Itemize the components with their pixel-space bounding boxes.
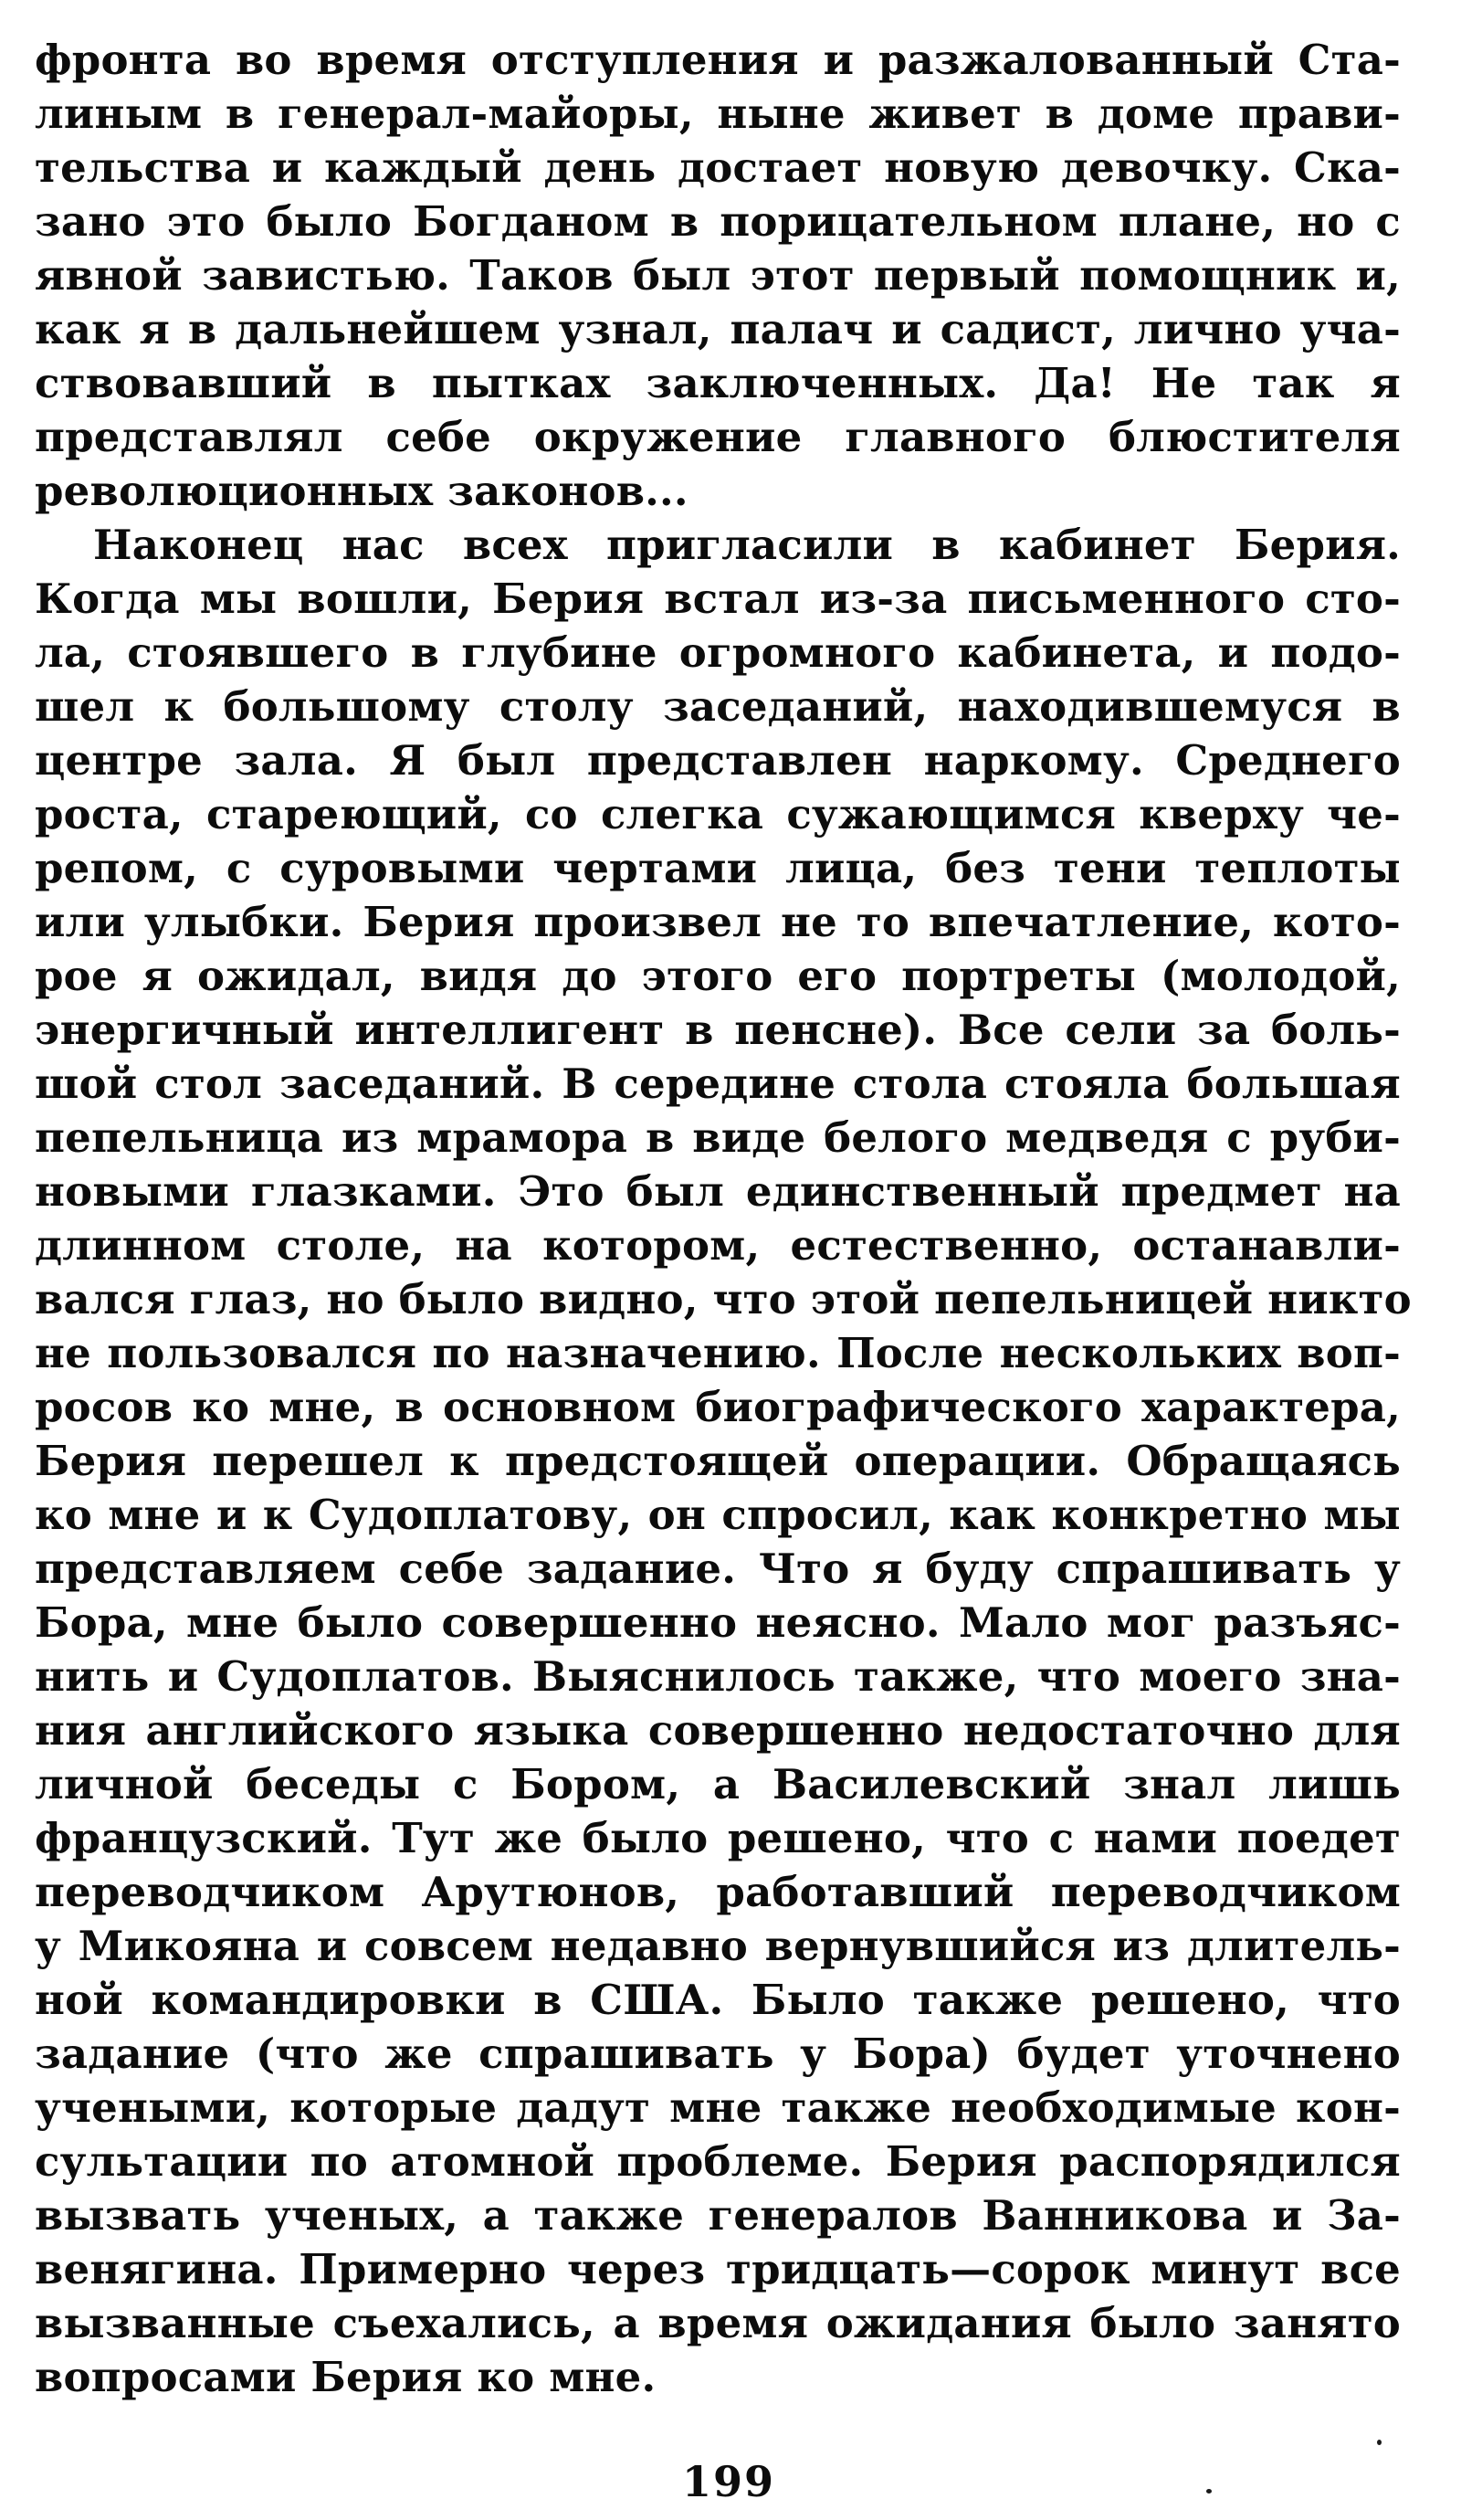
text-line: французский. Тут же было решено, что с нами поедет — [35, 1814, 1401, 1862]
text-line: вызванные съехались, а время ожидания было занято — [35, 2299, 1401, 2347]
text-line: линым в генерал-майоры, ныне живет в доме прави- — [35, 90, 1401, 138]
text-line: нить и Судоплатов. Выяснилось также, что моего зна- — [35, 1652, 1401, 1701]
text-line: ла, стоявшего в глубине огромного кабинета, и подо- — [35, 628, 1401, 677]
scan-speck — [1377, 2440, 1382, 2445]
text-line: шой стол заседаний. В середине стола стояла большая — [35, 1060, 1401, 1108]
text-line: Когда мы вошли, Берия встал из-за письменного сто- — [35, 575, 1401, 623]
text-block — [35, 33, 1412, 2404]
text-line: тельства и каждый день достает новую девочку. Ска- — [35, 143, 1401, 192]
text-line: явной завистью. Таков был этот первый помощник и, — [35, 251, 1401, 300]
page-number: 199 — [681, 2457, 776, 2506]
text-line: рое я ожидал, видя до этого его портреты (молодой, — [35, 952, 1401, 1000]
scan-speck — [1206, 2489, 1212, 2494]
text-line: не пользовался по назначению. После нескольких воп- — [35, 1329, 1401, 1377]
text-line: сультации по атомной проблеме. Берия распорядился — [35, 2137, 1401, 2186]
text-line: фронта во время отступления и разжалованный Ста- — [35, 36, 1401, 84]
text-line: роста, стареющий, со слегка сужающимся кверху че- — [35, 790, 1401, 838]
text-line: переводчиком Арутюнов, работавший переводчиком — [35, 1868, 1401, 1916]
paragraph — [35, 518, 1412, 2404]
text-line: как я в дальнейшем узнал, палач и садист, лично уча- — [35, 305, 1401, 353]
text-line: ко мне и к Судоплатову, он спросил, как конкретно мы — [35, 1491, 1401, 1539]
text-line: шел к большому столу заседаний, находившемуся в — [35, 682, 1401, 731]
text-line: вался глаз, но было видно, что этой пепельницей никто — [35, 1275, 1412, 1323]
text-line: вопросами Берия ко мне. — [35, 2353, 657, 2401]
text-line: или улыбки. Берия произвел не то впечатление, кото- — [35, 898, 1401, 946]
text-line: центре зала. Я был представлен наркому. Среднего — [35, 736, 1401, 785]
text-line: репом, с суровыми чертами лица, без тени теплоты — [35, 844, 1401, 892]
text-line: росов ко мне, в основном биографического характера, — [35, 1383, 1401, 1431]
text-line: Берия перешел к предстоящей операции. Обращаясь — [35, 1437, 1401, 1485]
text-line: ствовавший в пытках заключенных. Да! Не так я — [35, 359, 1401, 407]
text-line: ной командировки в США. Было также решено, что — [35, 1976, 1401, 2024]
text-line: энергичный интеллигент в пенсне). Все сели за боль- — [35, 1006, 1401, 1054]
text-line: вызвать ученых, а также генералов Ванникова и За- — [35, 2191, 1401, 2240]
text-line: пепельница из мрамора в виде белого медведя с руби- — [35, 1113, 1401, 1162]
text-line: ния английского языка совершенно недостаточно для — [35, 1706, 1401, 1755]
text-line: задание (что же спрашивать у Бора) будет уточнено — [35, 2030, 1401, 2078]
text-line: зано это было Богданом в порицательном плане, но с — [35, 197, 1401, 246]
text-line: венягина. Примерно через тридцать—сорок минут все — [35, 2245, 1401, 2293]
text-line: революционных законов... — [35, 467, 688, 515]
paragraph — [35, 33, 1401, 518]
text-line: Наконец нас всех пригласили в кабинет Берия. — [93, 521, 1401, 569]
text-line: представляем себе задание. Что я буду спрашивать у — [35, 1545, 1401, 1593]
text-line: представлял себе окружение главного блюстителя — [35, 413, 1401, 461]
text-line: Бора, мне было совершенно неясно. Мало мог разъяс- — [35, 1598, 1401, 1647]
text-line: у Микояна и совсем недавно вернувшийся из длитель- — [35, 1922, 1401, 1970]
text-line: новыми глазками. Это был единственный предмет на — [35, 1167, 1401, 1216]
text-line: личной беседы с Бором, а Василевский знал лишь — [35, 1760, 1401, 1808]
text-line: длинном столе, на котором, естественно, останавли- — [35, 1221, 1401, 1270]
text-line: учеными, которые дадут мне также необходимые кон- — [35, 2083, 1401, 2132]
